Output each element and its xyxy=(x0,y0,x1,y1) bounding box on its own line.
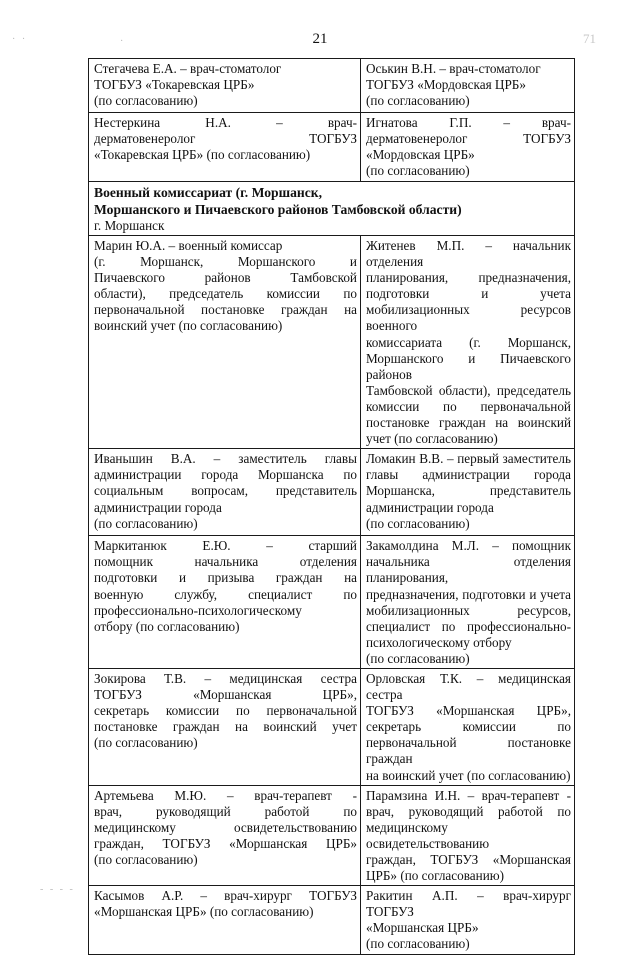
commission-table xyxy=(88,58,575,955)
member-cell-left: Марин Ю.А. – военный комиссар (г. Моршанск, Моршанского и Пичаевского районов Тамбовской области), председатель комиссии по первоначальной постановке граждан на воинский учет (по согласованию) xyxy=(89,236,361,449)
member-cell-left: Маркитанюк Е.Ю. – старший помощник начальника отделения подготовки и призыва граждан на военную службу, специалист по профессионально-психологическому отбору (по согласованию) xyxy=(89,536,361,669)
table-row xyxy=(89,59,575,113)
member-cell-right: Закамолдина М.Л. – помощник начальника отделения планирования, предназначения, подготовки и учета мобилизационных ресурсов, специалист по профессионально- психологическому отбору (по согласованию) xyxy=(361,536,575,669)
scan-artifact: - - - - xyxy=(40,884,75,895)
table-row xyxy=(89,785,575,886)
page-number: 21 xyxy=(312,31,328,47)
member-cell-right: Игнатова Г.П. – врач- дерматовенеролог ТОГБУЗ «Мордовская ЦРБ» (по согласованию) xyxy=(361,113,575,182)
section-city: г. Моршанск xyxy=(94,218,165,233)
scan-artifact: · xyxy=(120,36,126,47)
member-cell-right: Житенев М.П. – начальник отделения планирования, предназначения, подготовки и учета мобилизационных ресурсов военного комиссариата (г. Моршанск, Моршанского и Пичаевского районов Тамбовской области), председатель комиссии по первоначальной постановке граждан на воинский учет (по согласованию) xyxy=(361,236,575,449)
section-title-line1: Военный комиссариат (г. Моршанск, xyxy=(94,185,322,200)
member-cell-left: Нестеркина Н.А. – врач- дерматовенеролог ТОГБУЗ «Токаревская ЦРБ» (по согласованию) xyxy=(89,113,361,182)
section-header-row xyxy=(89,182,575,236)
member-cell-left: Иваньшин В.А. – заместитель главы администрации города Моршанска по социальным вопросам, представитель администрации города (по согласованию) xyxy=(89,449,361,536)
table-row xyxy=(89,886,575,954)
table-row xyxy=(89,668,575,785)
member-cell-right: Оськин В.Н. – врач-стоматолог ТОГБУЗ «Мордовская ЦРБ» (по согласованию) xyxy=(361,59,575,113)
member-cell-left: Стегачева Е.А. – врач-стоматолог ТОГБУЗ «Токаревская ЦРБ» (по согласованию) xyxy=(89,59,361,113)
member-cell-right: Орловская Т.К. – медицинская сестра ТОГБУЗ «Моршанская ЦРБ», секретарь комиссии по первоначальной постановке граждан на воинский учет (по согласованию) xyxy=(361,668,575,785)
section-header xyxy=(89,182,575,236)
member-cell-right: Парамзина И.Н. – врач-терапевт - врач, руководящий работой по медицинскому освидетельствованию граждан, ТОГБУЗ «Моршанская ЦРБ» (по согласованию) xyxy=(361,785,575,886)
member-cell-right: Ракитин А.П. – врач-хирург ТОГБУЗ «Моршанская ЦРБ» (по согласованию) xyxy=(361,886,575,954)
member-cell-left: Касымов А.Р. – врач-хирург ТОГБУЗ «Моршанская ЦРБ» (по согласованию) xyxy=(89,886,361,954)
table-row xyxy=(89,113,575,182)
table-row xyxy=(89,236,575,449)
corner-mark: 71 xyxy=(583,31,596,46)
table-row xyxy=(89,449,575,536)
scan-artifact: · · xyxy=(12,34,28,45)
member-cell-left: Артемьева М.Ю. – врач-терапевт - врач, руководящий работой по медицинскому освидетельствованию граждан, ТОГБУЗ «Моршанская ЦРБ» (по согласованию) xyxy=(89,785,361,886)
member-cell-right: Ломакин В.В. – первый заместитель главы администрации города Моршанска, представитель администрации города (по согласованию) xyxy=(361,449,575,536)
member-cell-left: Зокирова Т.В. – медицинская сестра ТОГБУЗ «Моршанская ЦРБ», секретарь комиссии по первоначальной постановке граждан на воинский учет (по согласованию) xyxy=(89,668,361,785)
section-title-line2: Моршанского и Пичаевского районов Тамбовской области) xyxy=(94,202,462,217)
table-row xyxy=(89,536,575,669)
